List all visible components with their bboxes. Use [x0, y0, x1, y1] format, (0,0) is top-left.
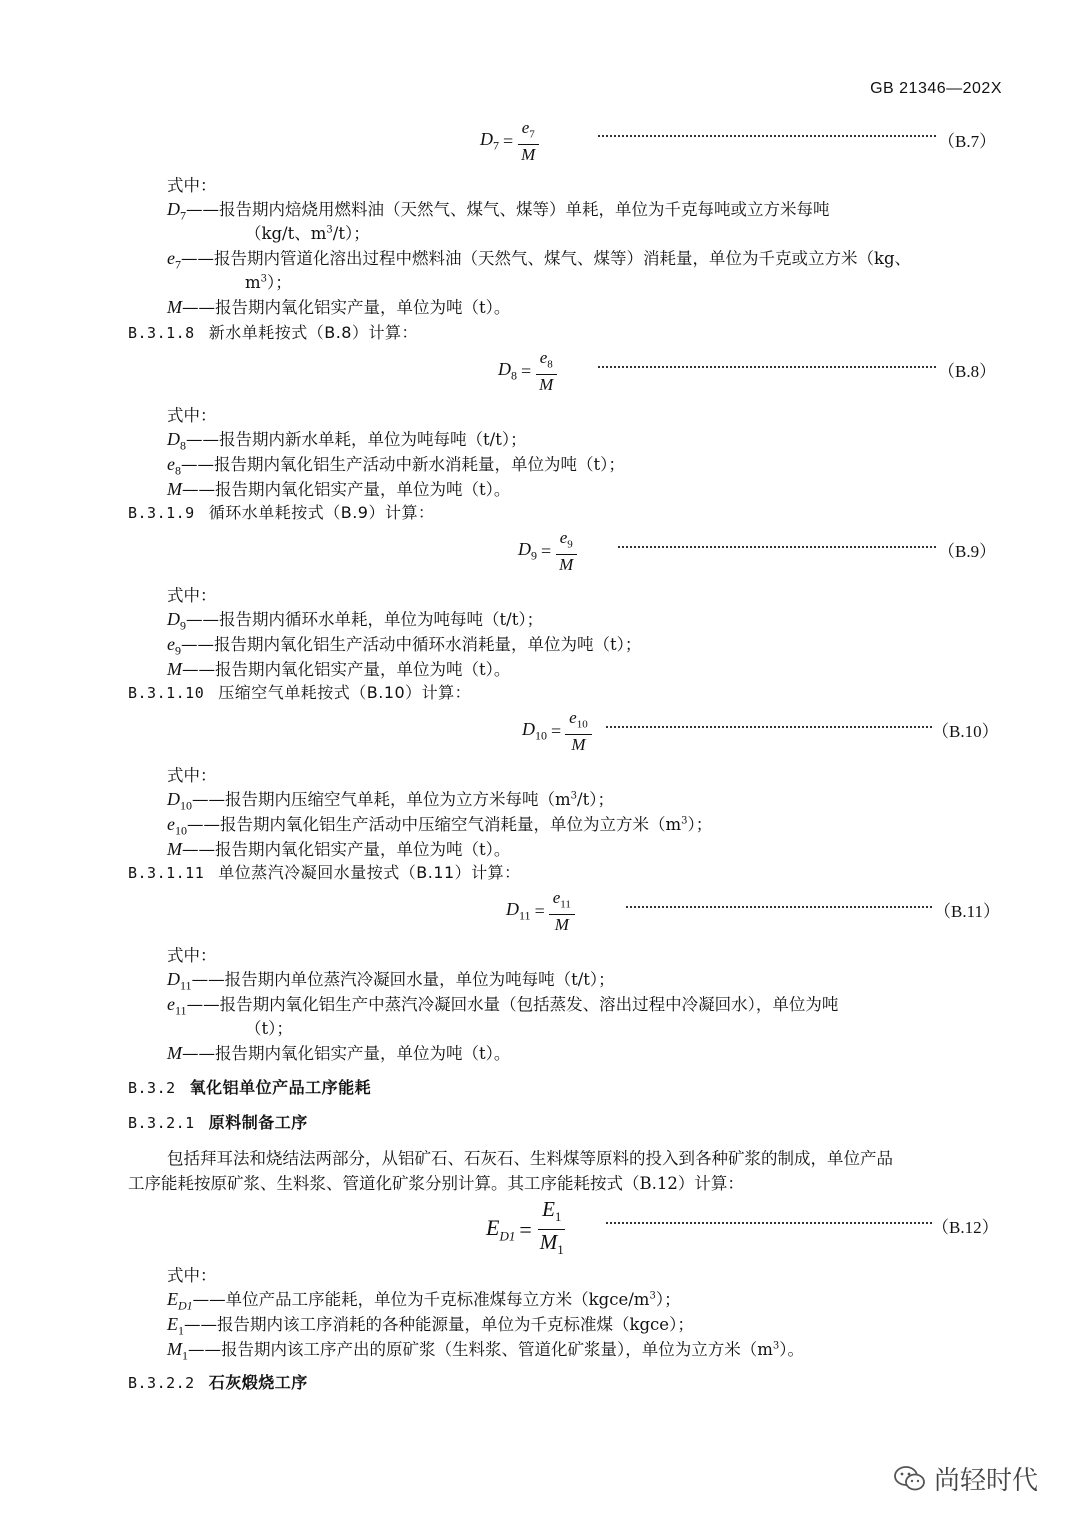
where-label: 式中：: [167, 406, 217, 425]
def-d8: $D_8——$报告期内新水单耗，单位为吨每吨（t/t）；: [167, 429, 527, 453]
def-d9: $D_9——$报告期内循环水单耗，单位为吨每吨（t/t）；: [167, 609, 544, 633]
section-b3110: B.3.1.10 压缩空气单耗按式（B.10）计算：: [128, 683, 472, 702]
dotted-leader: [618, 546, 936, 548]
def-d10: $D_{10}——$报告期内压缩空气单耗，单位为立方米每吨$(m^3/t)$；: [167, 789, 614, 813]
dotted-leader: [598, 366, 936, 368]
def-e11-cont: （t）；: [245, 1019, 293, 1038]
equation-number-b12: （B.12）: [932, 1218, 999, 1237]
formula-b8: $D_8$ = $\frac{e_8}{M}$: [498, 348, 557, 395]
def-m: M——报告期内氧化铝实产量，单位为吨（t）。: [167, 297, 511, 317]
def-m: M——报告期内氧化铝实产量，单位为吨（t）。: [167, 839, 511, 859]
equation-number-b7: （B.7）: [938, 132, 997, 151]
equation-number-b11: （B.11）: [934, 902, 1000, 921]
standard-number-header: GB 21346—202X: [870, 80, 1002, 97]
equation-number-b8: （B.8）: [938, 362, 997, 381]
formula-lhs: $D_7$: [480, 129, 499, 153]
def-d11: $D_{11}——$报告期内单位蒸汽冷凝回水量，单位为吨每吨（t/t）；: [167, 969, 615, 993]
where-label: 式中：: [167, 1266, 217, 1285]
dotted-leader: [606, 1222, 932, 1224]
formula-b11: $D_{11}$ = $\frac{e_{11}}{M}$: [506, 888, 575, 935]
def-ed1: $E_{D1}——$单位产品工序能耗，单位为千克标准煤每立方米$(kgce/m^3)$；: [167, 1289, 681, 1313]
dotted-leader: [598, 135, 936, 137]
wechat-icon: [894, 1466, 926, 1492]
dotted-leader: [606, 726, 932, 728]
section-b321: B.3.2.1 原料制备工序: [128, 1113, 308, 1132]
section-b318: B.3.1.8 新水单耗按式（B.8）计算：: [128, 323, 418, 342]
where-label: 式中：: [167, 176, 217, 195]
def-e10: $e_{10}——$报告期内氧化铝生产活动中压缩空气消耗量，单位为立方米$(m^3)$；: [167, 814, 713, 838]
where-label: 式中：: [167, 946, 217, 965]
paragraph-line-2: 工序能耗按原矿浆、生料浆、管道化矿浆分别计算。其工序能耗按式（B.12）计算：: [128, 1174, 744, 1193]
def-m: M——报告期内氧化铝实产量，单位为吨（t）。: [167, 659, 511, 679]
def-e7: $e_7——$报告期内管道化溶出过程中燃料油（天然气、煤气、煤等）消耗量，单位为千克或立方米（kg、: [167, 248, 912, 272]
def-m: M——报告期内氧化铝实产量，单位为吨（t）。: [167, 1043, 511, 1063]
equation-number-b9: （B.9）: [938, 542, 997, 561]
section-b3111: B.3.1.11 单位蒸汽冷凝回水量按式（B.11）计算：: [128, 863, 521, 882]
def-e1: $E_1——$报告期内该工序消耗的各种能源量，单位为千克标准煤（kgce）；: [167, 1314, 694, 1338]
def-m1: $M_1——$报告期内该工序产出的原矿浆（生料浆、管道化矿浆量），单位为立方米$(m^3)$。: [167, 1339, 805, 1363]
def-m: M——报告期内氧化铝实产量，单位为吨（t）。: [167, 479, 511, 499]
watermark-text: 尚轻时代: [933, 1466, 1038, 1496]
def-d7: $D_7——$报告期内焙烧用燃料油（天然气、煤气、煤等）单耗，单位为千克每吨或立方米每吨: [167, 199, 830, 223]
dotted-leader: [626, 906, 932, 908]
section-b32: B.3.2 氧化铝单位产品工序能耗: [128, 1078, 372, 1097]
formula-b9: $D_9$ = $\frac{e_9}{M}$: [518, 528, 577, 575]
def-e7-cont: $m^3$）；: [245, 273, 292, 292]
formula-fraction: $\frac{e_7}{M}$: [517, 118, 539, 165]
section-b319: B.3.1.9 循环水单耗按式（B.9）计算：: [128, 503, 435, 522]
def-e8: $e_8——$报告期内氧化铝生产活动中新水消耗量，单位为吨（t）；: [167, 454, 625, 478]
formula-b7: $D_7$ = $\frac{e_7}{M}$: [480, 118, 539, 165]
def-d7-cont: （kg/t、$m^3/t$）；: [245, 224, 370, 243]
formula-b12: $E_{D1}$ = $\frac{E_1}{M_1}$: [486, 1197, 564, 1258]
paragraph-line-1: 包括拜耳法和烧结法两部分，从铝矿石、石灰石、生料煤等原料的投入到各种矿浆的制成，单位产品: [167, 1149, 893, 1168]
def-e11: $e_{11}——$报告期内氧化铝生产中蒸汽冷凝回水量（包括蒸发、溶出过程中冷凝回水），单位为吨: [167, 994, 839, 1018]
watermark: [894, 1460, 1038, 1497]
where-label: 式中：: [167, 766, 217, 785]
section-b322: B.3.2.2 石灰煅烧工序: [128, 1373, 308, 1392]
equation-number-b10: （B.10）: [932, 722, 999, 741]
formula-b10: $D_{10}$ = $\frac{e_{10}}{M}$: [522, 708, 592, 755]
def-e9: $e_9——$报告期内氧化铝生产活动中循环水消耗量，单位为吨（t）；: [167, 634, 642, 658]
where-label: 式中：: [167, 586, 217, 605]
